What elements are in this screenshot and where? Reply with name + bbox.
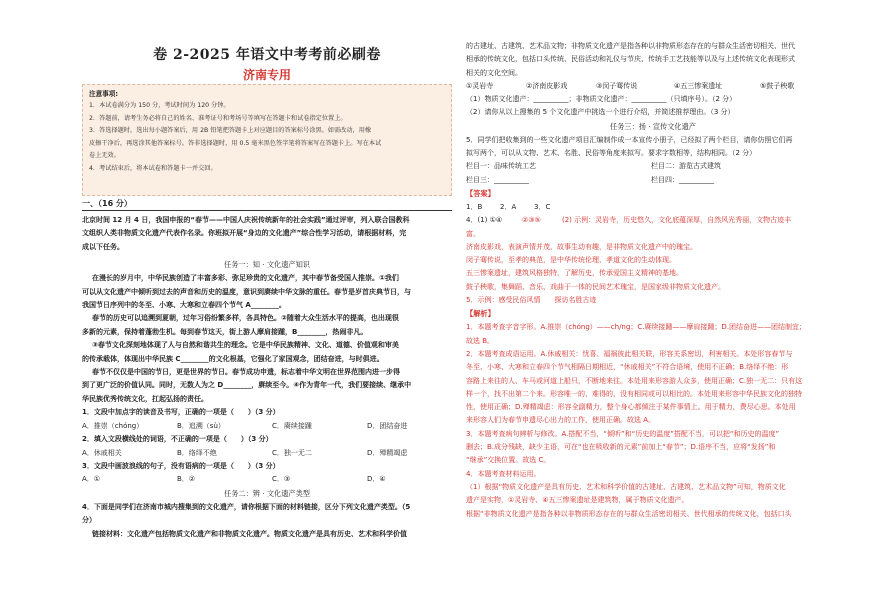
analysis-line: 容路上来往的人、车马或河道上船只，不断地来往。本处用来形容游人众多，使用正确；C.独一无二：只有这 — [466, 376, 803, 385]
task-heading: 任务二：辨 · 文化遗产类型 — [224, 488, 310, 498]
task-heading: 任务三：扬 · 宣传文化遗产 — [610, 121, 696, 131]
notice-item: 4．考试结束后，将本试卷和答题卡一并交回。 — [89, 164, 217, 172]
option: B．络绎不绝 — [177, 448, 217, 457]
q3-options — [82, 473, 452, 486]
answer-line: 闵子骞传说，至孝的典范，是中华传统伦理、孝道文化的生动体现。 — [466, 256, 676, 265]
column-name: 栏目二：游览古式建筑 — [651, 162, 721, 171]
option: D．④ — [367, 475, 386, 484]
analysis-line: 4．本题考查材料运用。 — [466, 469, 541, 478]
answer-choices — [466, 201, 840, 214]
section-heading: 一、（16 分） — [82, 199, 132, 208]
analysis-line: 1．本题考查字音字形。A.推崇（chóng）——ch/ng；C.赓续接踵——摩肩接踵；D.团结奋进——团结制宜； — [466, 323, 807, 332]
analysis-line: 来形容人们为春节申遗尽心出力的工作，使用正确。故选 A。 — [466, 416, 656, 425]
intro-line: 北京时间 12 月 4 日，我国申报的“春节——中国人庆祝传统新年的社会实践”通过评审，列入联合国教科 — [82, 216, 410, 224]
answer-heading: 【答案】 — [466, 188, 495, 198]
notice-item: 3．答选择题时，选出每小题答案后，用 2B 铅笔把答题卡上对应题目的答案标号涂黑。如需改动，用橡 — [89, 127, 372, 135]
analysis-line: 样一个，找不出第二个来。形容唯一的、难得的，没有相同或可以相比的。本处用来形容中华民族文化的独特 — [466, 389, 802, 398]
column-name: 栏目三：__________ — [466, 175, 529, 184]
question-5: 5．同学们把收集到的一些文化遗产项目汇编制作成一本宣传小册子，已经拟了两个栏目，请你仿照它们再 — [466, 135, 793, 144]
option: C．独一无二 — [272, 448, 312, 457]
analysis-line: 冬至、小寒、大寒和立春四个节气相隔日期相近，“休戚相关”不符合语境，使用不正确；B.络绎不绝：形 — [466, 363, 789, 372]
heritage-item: ③闵子骞传说 — [596, 81, 638, 90]
material-line: 的古建址、古建筑、艺术品文物；非物质文化遗产是指各种以非物质形态存在的与群众生活密切相关、世代 — [466, 42, 795, 50]
section-divider — [82, 210, 452, 211]
option: A．休戚相关 — [82, 448, 122, 457]
answer-line: 5．示例：感受民俗风情 探访名胜古迹 — [466, 296, 597, 305]
analysis-line: “继承”交换位置。故选 C。 — [466, 456, 551, 465]
option: B．追溯（sù） — [177, 421, 225, 430]
heritage-items — [466, 80, 840, 93]
left-column — [82, 214, 452, 541]
analysis-line: （1）根据“物质文化遗产是具有历史、艺术和科学价值的古建址、古建筑、艺术品文物”可知，物质文化 — [466, 482, 786, 491]
answer: (2) 示例：灵岩寺，历史悠久，文化底蕴深厚，自然风光秀丽，文物古迹丰 — [562, 216, 792, 225]
passage-line: 到了更广泛的价值认同。同时，无数人为之 D________，赓续至今。④作为青年一代，我们要接续、继承中 — [82, 381, 412, 390]
analysis-line: 遗产是实物，①灵岩寺、④五三惨案遗址是建筑物，属于物质文化遗产。 — [466, 496, 689, 505]
question-2: 2．填入文段横线处的词语，不正确的一项是（ ）（3 分） — [82, 435, 273, 444]
option: B．② — [177, 475, 196, 484]
passage-line: 华民族优秀传统文化，扛起弘扬的责任。 — [82, 394, 208, 403]
heritage-item: ⑤鼓子秧歌 — [760, 81, 795, 90]
analysis-line: 故选 B。 — [466, 336, 495, 345]
question-4: 4．下面是同学们在济南市城内搜集到的文化遗产，请你根据下面的材料链接，区分下列文化遗产类型。（5 — [82, 502, 411, 511]
answer: 4．(1) ①④ — [466, 216, 503, 225]
question-3: 3．文段中画波浪线的句子，没有语病的一项是（ ）（3 分） — [82, 461, 280, 470]
heritage-item: ④五三惨案遗址 — [674, 81, 723, 90]
heritage-item: ②济南皮影戏 — [526, 81, 568, 90]
passage-line: 我国节日序列中的冬至、小寒、大寒和立春四个节气 A________。 — [82, 301, 286, 310]
column-row — [466, 174, 840, 187]
answer-line: 五三惨案遗址，建筑风格独特，了解历史，传承爱国主义精神的基地。 — [466, 269, 683, 278]
analysis-line: 根据“非物质文化遗产是指各种以非物质形态存在的与群众生活密切相关、世代相承的传统文化，包括口头 — [466, 509, 792, 518]
option: A．推崇（chóng） — [82, 421, 144, 430]
analysis-line: 3．本题考查病句辨析与修改。A.搭配不当，“倾听”和“历史的温度”搭配不当，可以把“和历史的温度” — [466, 429, 780, 438]
answer-4 — [466, 214, 840, 227]
column-row — [466, 160, 840, 173]
option: C．③ — [272, 475, 291, 484]
answer: ②③⑤ — [522, 216, 541, 225]
task-heading: 任务一：知 · 文化遗产知识 — [224, 260, 310, 270]
question-5: 拟写两个，可以从文物、艺术、名胜、民俗等角度来拟写。要求字数相等，结构相同。（2 分） — [466, 149, 757, 158]
answer-line: 富。 — [466, 229, 480, 238]
notice-item: 1．本试卷满分为 150 分，考试时间为 120 分钟。 — [89, 102, 230, 109]
fill-question: （2）请你从以上搜集的 5 个文化遗产中挑选一个进行介绍，并简述推荐理由。（3 分） — [466, 108, 735, 117]
page-subtitle: 济南专用 — [242, 68, 291, 82]
fill-question: （1）物质文化遗产：__________；非物质文化遗产：__________（只填序号）。（2 分） — [466, 95, 737, 104]
analysis-line: 2．本题考查成语运用。A.休戚相关：忧喜、福祸彼此相关联，形容关系密切，利害相关。本处形容春节与 — [466, 349, 793, 358]
notice-item: 卷上无效。 — [89, 152, 120, 160]
option: C．赓续接踵 — [272, 421, 312, 430]
notice-box — [82, 84, 452, 196]
intro-line: 成以下任务。 — [82, 242, 124, 251]
option: D．殚精竭虑 — [367, 448, 408, 457]
question-1: 1．文段中加点字的读音及书写，正确的一项是（ ）（3 分） — [82, 408, 280, 417]
option: D．团结奋进 — [367, 421, 408, 430]
right-column — [466, 40, 840, 521]
analysis-line: 删去；B.成分残缺，缺少主语，可在“也在吸收新的元素”前加上“春节”；D.语序不当，应将“发扬”和 — [466, 443, 776, 452]
notice-item: 2．答题前，请考生务必将自己的姓名、准考证号和考场号等填写在答题卡和试卷指定位置上。 — [89, 114, 347, 122]
material-line: 相关的文化空间。 — [466, 68, 522, 77]
answer-line: 鼓子秧歌，集舞蹈、音乐、戏曲于一体的民间艺术瑰宝，是国家级非物质文化遗产。 — [466, 282, 725, 291]
question-4: 分） — [82, 516, 96, 525]
answer-line: 济南皮影戏，表演声情并茂，故事生动有趣，是非物质文化遗产中的瑰宝。 — [466, 242, 697, 251]
passage-line: 多新的元素，保持着蓬勃生机。每到春节这天，街上游人摩肩接踵，B________，热闹非凡。 — [82, 327, 368, 336]
analysis-heading: 【解析】 — [466, 309, 495, 319]
answer: 2．A — [500, 202, 517, 211]
answer: 1．B — [466, 202, 483, 211]
passage-line: 春节不仅仅是中国的节日，更是世界的节日。春节成功申遗，标志着中华文明在世界范围内进一步得 — [92, 368, 400, 377]
passage-line: 在漫长的岁月中，中华民族创造了丰富多彩、弥足珍贵的文化遗产，其中春节备受国人推崇。①我们 — [92, 274, 399, 283]
option: A．① — [82, 475, 101, 484]
material-line: 相承的传统文化，包括口头传统、民俗活动和礼仪与节庆、传统手工艺技能等以及与上述传统文化表现形式 — [466, 55, 795, 64]
page-title: 卷 2-2025 年语文中考考前必刷卷 — [153, 47, 381, 63]
passage-line: 春节的历史可以追溯到夏朝，过年习俗纷繁多样，各具特色。②随着大众生活水平的提高，也出现很 — [92, 314, 399, 323]
notice-item: 皮擦干净后，再选涂其他答案标号。答非选择题时，用 0.5 毫米黑色签字笔将答案写在答题卡上。写在本试 — [89, 139, 382, 147]
column-name: 栏目四：__________ — [651, 175, 714, 184]
analysis-line: 性，使用正确；D.殚精竭虑：形容全副精力，整个身心都倾注于某件事情上。用于精力，费尽心思。本处用 — [466, 403, 796, 412]
column-name: 栏目一：品味传统工艺 — [466, 162, 536, 171]
heritage-item: ①灵岩寺 — [466, 81, 494, 90]
link-material: 链接材料：文化遗产包括物质文化遗产和非物质文化遗产。物质文化遗产是具有历史、艺术和科学价值 — [92, 529, 407, 538]
passage-line: 的传承载体，体现出中华民族 C________的文化根基，它强化了家国观念，团结奋进，与时俱进。 — [82, 354, 384, 363]
passage-line: ③春节文化深刻地体现了人与自然和谐共生的理念。它是中华民族精神、文化、道德、价值观和审美 — [92, 341, 399, 350]
answer: 3．C — [534, 202, 551, 211]
intro-line: 文组织人类非物质文化遗产代表作名录。你班拟开展“身边的文化遗产”综合性学习活动，请根据材料，完 — [82, 229, 407, 238]
passage-line: 可以从文化遗产中倾听到过去的声音和历史的温度，意识到赓续中华文脉的重任。春节是岁首庆典节日，与 — [82, 287, 411, 296]
notice-heading: 注意事项: — [89, 90, 119, 98]
q2-options — [82, 447, 452, 460]
q1-options — [82, 420, 452, 433]
